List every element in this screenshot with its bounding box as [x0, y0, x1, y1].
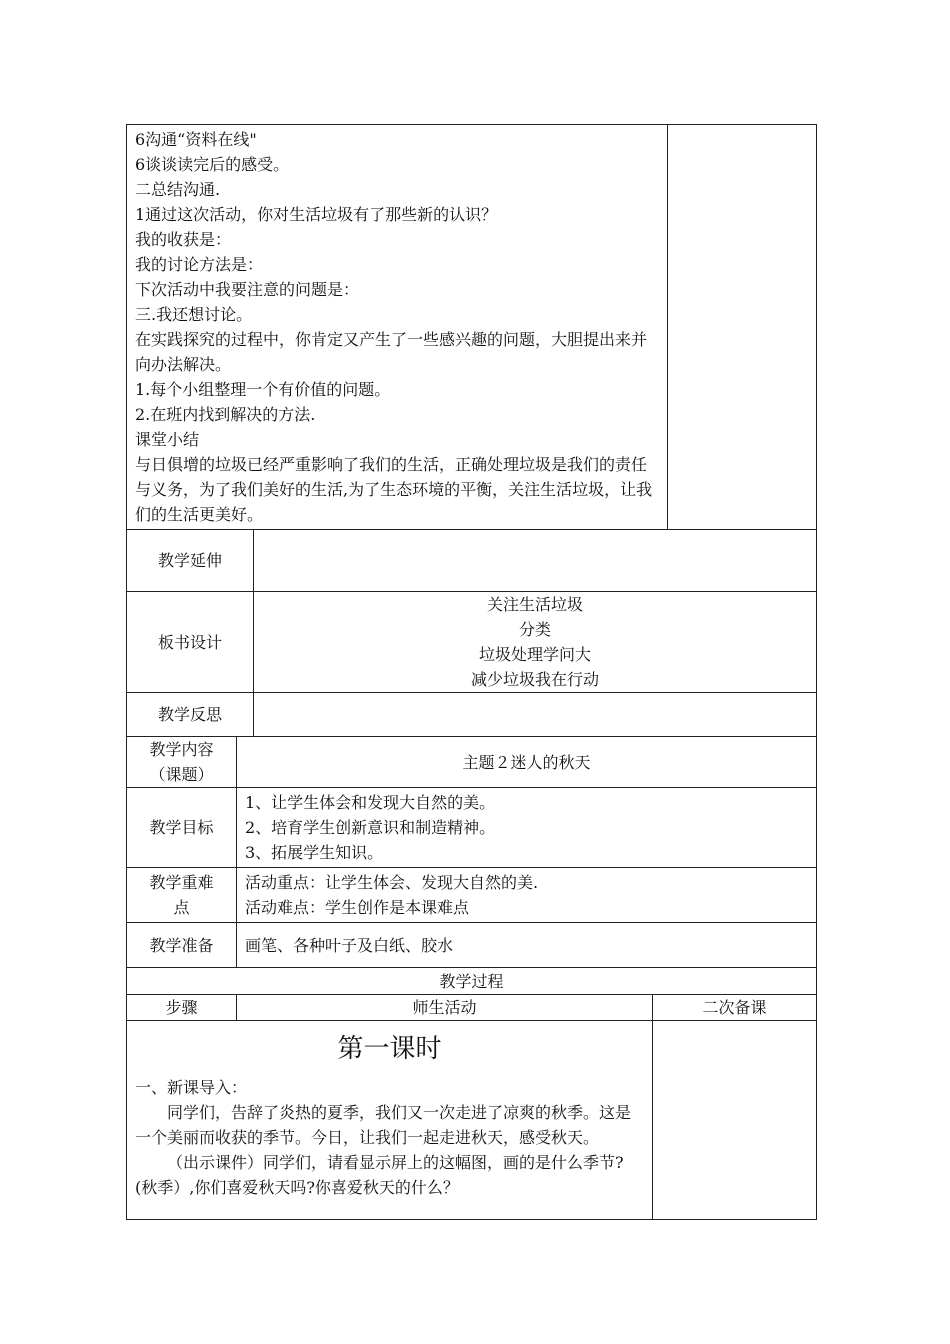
- lesson-info-table: [126, 736, 817, 1021]
- key-points-content: [237, 868, 817, 923]
- intro-paragraph: （出示课件）同学们，请看显示屏上的这幅图，画的是什么季节?(秋季）,你们喜爱秋天吗?你喜爱秋天的什么？: [135, 1153, 624, 1197]
- text-line: 在实践探究的过程中，你肯定又产生了一些感兴趣的问题，大胆提出来并向办法解决。: [135, 330, 648, 374]
- col-activity-header: 师生活动: [237, 995, 653, 1021]
- key-points-label-line: 教学重难: [149, 873, 214, 892]
- text-line: 1.每个小组整理一个有价值的问题。: [135, 380, 391, 399]
- goal-item: 3、拓展学生知识。: [245, 843, 384, 862]
- text-line: 课堂小结: [135, 430, 200, 449]
- content-value: 主题２迷人的秋天: [237, 737, 817, 788]
- second-prep-cell: [668, 125, 817, 530]
- text-line: 6沟通“资料在线": [135, 130, 257, 149]
- board-line: 减少垃圾我在行动: [470, 670, 599, 689]
- process-title: 教学过程: [127, 968, 817, 995]
- text-line: 1通过这次活动，你对生活垃圾有了那些新的认识？: [135, 205, 498, 224]
- summary-text: 与日俱增的垃圾已经严重影响了我们的生活，正确处理垃圾是我们的责任与义务，为了我们美好的生活,为了生态环境的平衡，关注生活垃圾，让我们的生活更美好。: [135, 455, 653, 524]
- content-label-line: 教学内容: [149, 740, 214, 759]
- board-line: 分类: [518, 620, 551, 639]
- text-line: 下次活动中我要注意的问题是：: [135, 280, 360, 299]
- lesson-body-table: [126, 1020, 817, 1220]
- preparation-label: 教学准备: [127, 923, 237, 968]
- content-label-line: （课题）: [149, 765, 214, 784]
- previous-activities-cell: [127, 125, 668, 530]
- intro-paragraph: 同学们，告辞了炎热的夏季，我们又一次走进了凉爽的秋季。这是一个美丽而收获的季节。今日，让我们一起走进秋天，感受秋天。: [135, 1103, 632, 1147]
- lesson-title: 第一课时: [337, 1034, 442, 1064]
- key-points-label-line: 点: [173, 898, 190, 917]
- reflection-label: 教学反思: [127, 693, 254, 737]
- goal-item: 2、培育学生创新意识和制造精神。: [245, 818, 496, 837]
- col-step-header: 步骤: [127, 995, 237, 1021]
- text-line: 三.我还想讨论。: [135, 305, 253, 324]
- intro-heading: 一、新课导入：: [135, 1078, 248, 1097]
- reflection-value: [254, 693, 817, 737]
- text-line: 我的讨论方法是：: [135, 255, 264, 274]
- key-point-item: 活动难点：学生创作是本课难点: [245, 898, 470, 917]
- extension-value: [254, 530, 817, 592]
- text-line: 二总结沟通.: [135, 180, 221, 199]
- board-content: [254, 592, 817, 693]
- top-section-table: [126, 124, 817, 530]
- design-table: [126, 529, 817, 737]
- key-points-label: [127, 868, 237, 923]
- key-point-item: 活动重点：让学生体会、发现大自然的美.: [245, 873, 539, 892]
- goals-content: [237, 788, 817, 868]
- text-line: 6谈谈读完后的感受。: [135, 155, 290, 174]
- content-label: [127, 737, 237, 788]
- text-line: 2.在班内找到解决的方法.: [135, 405, 316, 424]
- board-label: 板书设计: [127, 592, 254, 693]
- lesson-body-cell: [127, 1021, 653, 1220]
- extension-label: 教学延伸: [127, 530, 254, 592]
- board-line: 垃圾处理学问大: [478, 645, 591, 664]
- lesson-plan-page: [126, 124, 816, 1220]
- goals-label: 教学目标: [127, 788, 237, 868]
- col-second-header: 二次备课: [653, 995, 817, 1021]
- lesson-second-prep-cell: [653, 1021, 817, 1220]
- preparation-value: 画笔、各种叶子及白纸、胶水: [237, 923, 817, 968]
- text-line: 我的收获是：: [135, 230, 232, 249]
- board-line: 关注生活垃圾: [486, 595, 583, 614]
- goal-item: 1、让学生体会和发现大自然的美。: [245, 793, 496, 812]
